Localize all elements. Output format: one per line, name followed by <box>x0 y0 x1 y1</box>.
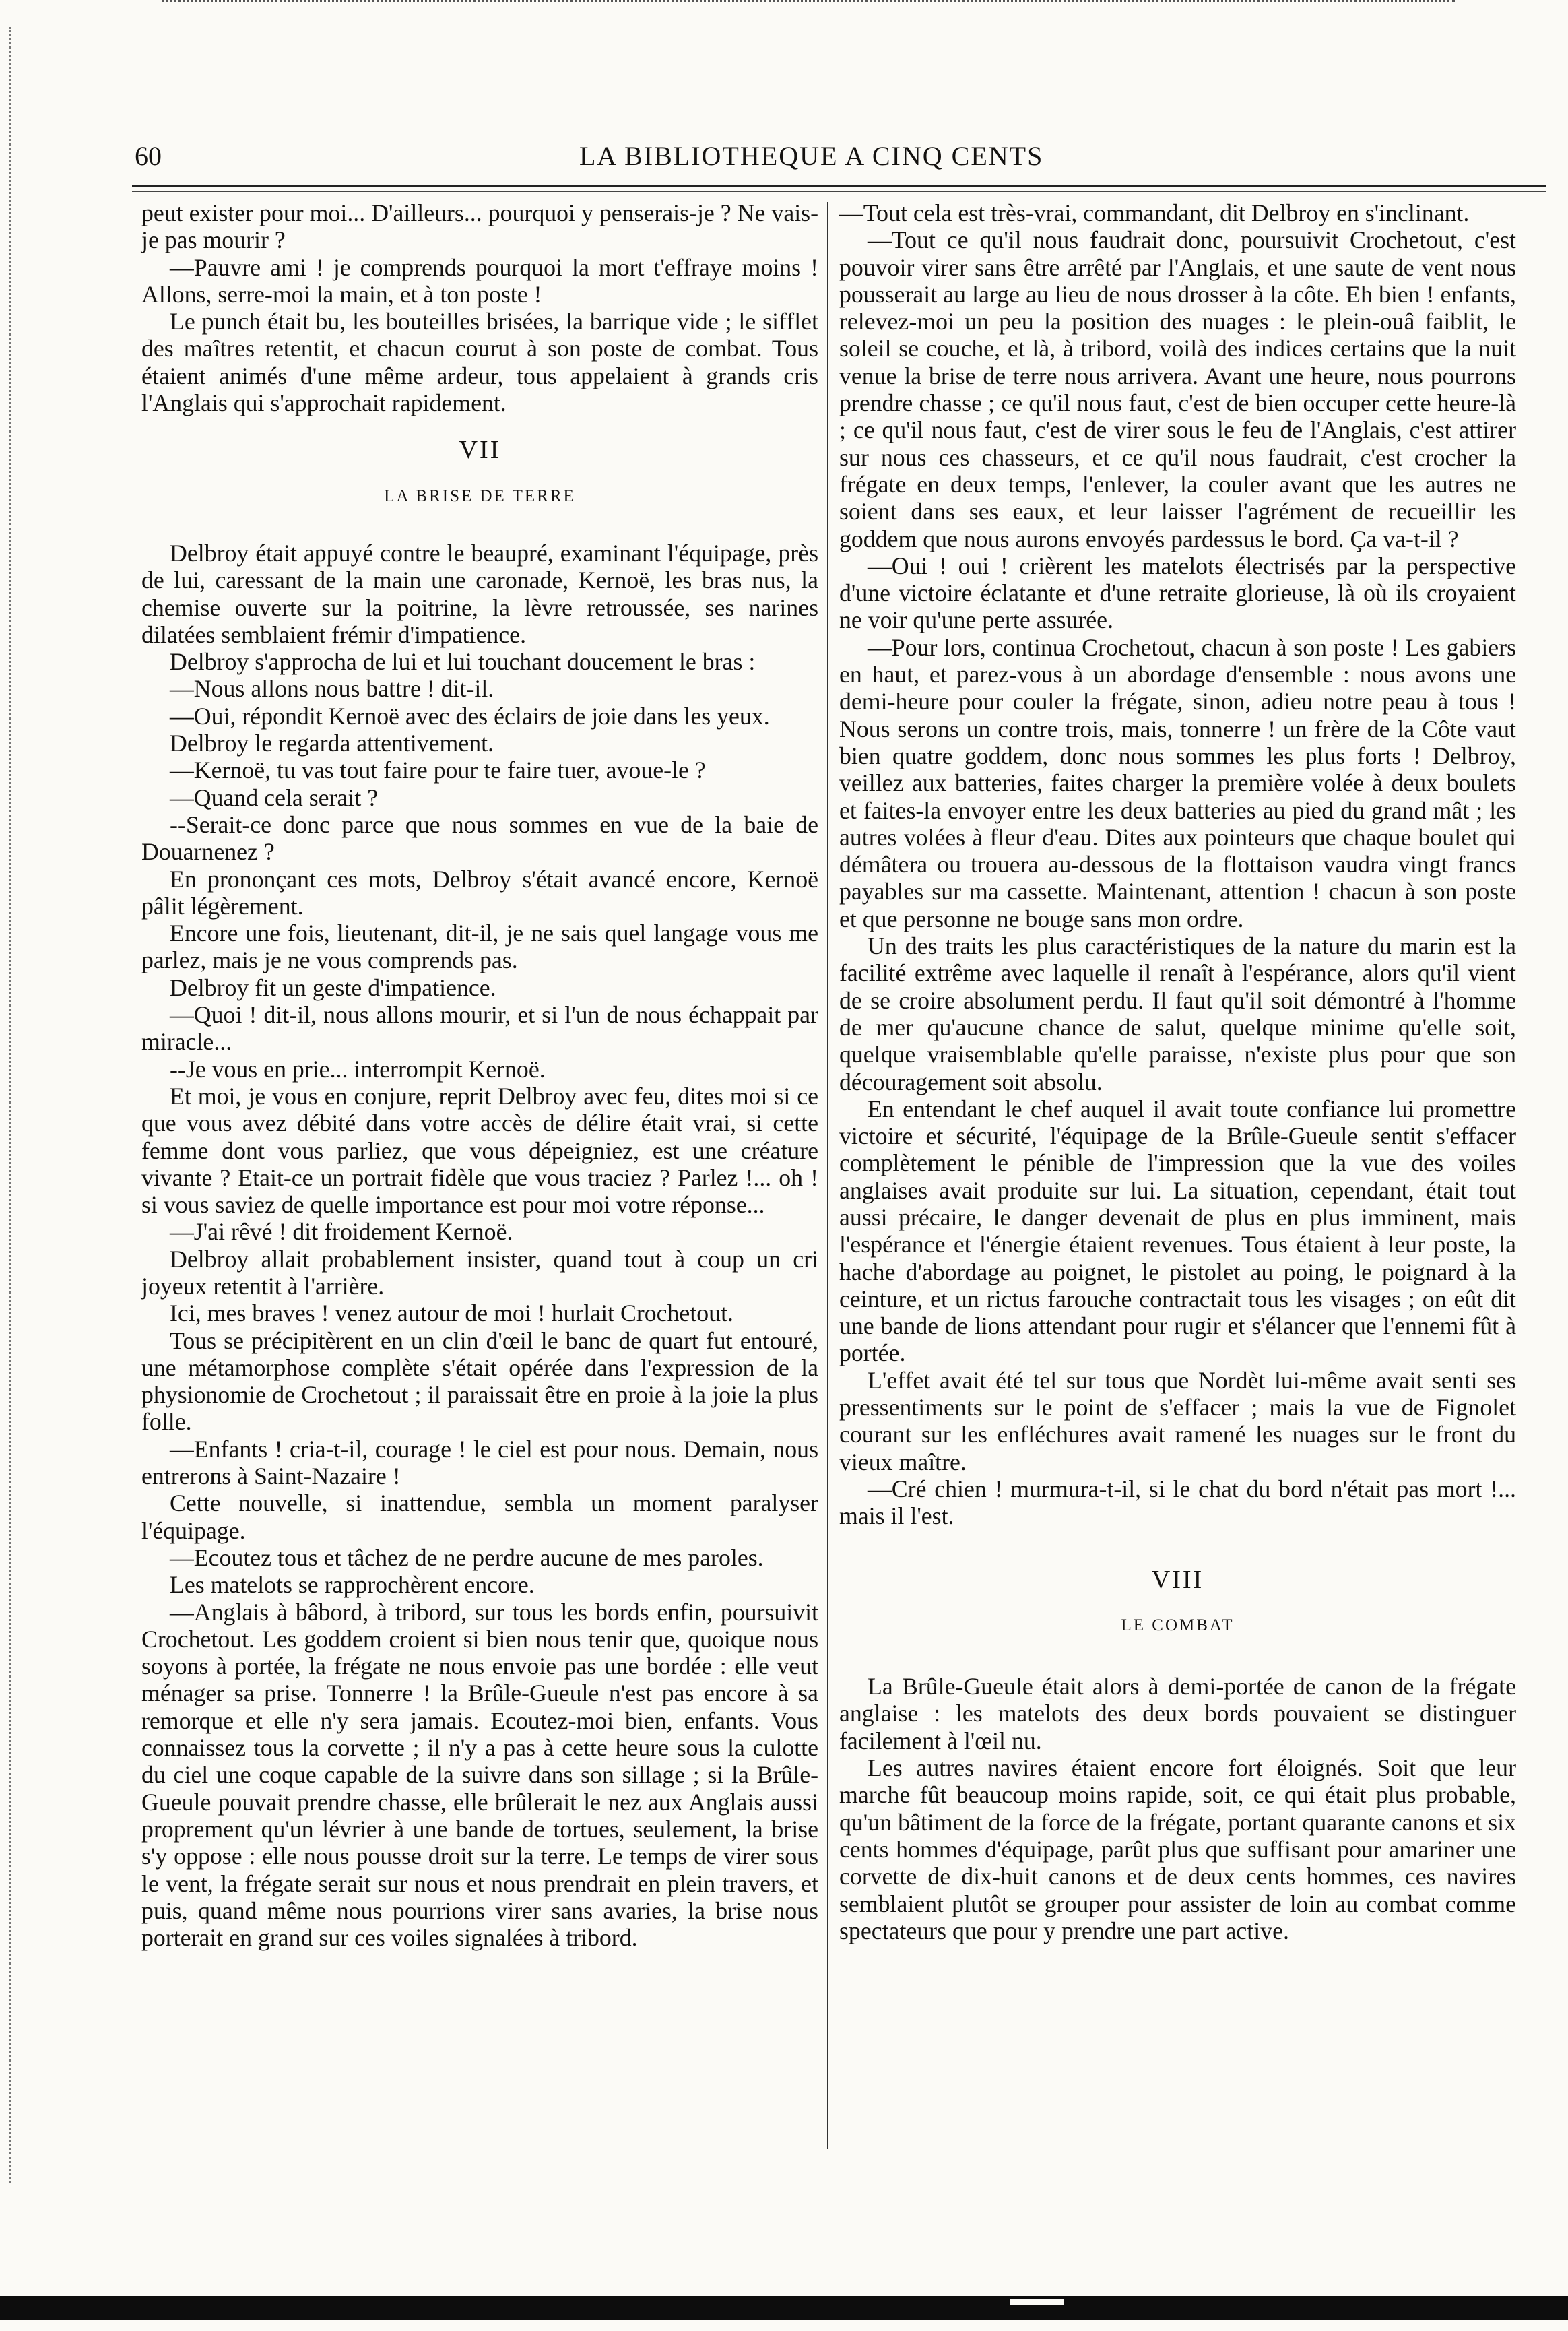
paragraph: —Quand cela serait ? <box>170 784 379 811</box>
bottom-bar-gap <box>1010 2299 1064 2305</box>
chapter-title-la-brise-de-terre: LA BRISE DE TERRE <box>384 486 576 505</box>
running-title: LA BIBLIOTHEQUE A CINQ CENTS <box>579 141 1044 171</box>
paragraph: Un des traits les plus caractéristiques de la nature du marin est la facilité extrême avec laquelle il renaît à l'espérance, alors qu'il vient de se croire absolument perdu. Il faut qu'il soit démontré à l'homme de mer qu'aucune chance de salut, quelque minime qu'elle soit, quelque vraisemblable qu'elle paraisse, n'existe plus pour que son découragement soit absolu. <box>839 932 1516 1095</box>
paragraph: Le punch était bu, les bouteilles brisées, la barrique vide ; le sifflet des maîtres retentit, et chacun courut à son poste de combat. Tous étaient animés d'une même ardeur, tous appelaient à grands cris l'Anglais qui s'approchait rapidement. <box>141 308 818 417</box>
paragraph: peut exister pour moi... D'ailleurs... pourquoi y penserais-je ? Ne vais-je pas mourir ? <box>141 199 818 254</box>
header-rule-thick <box>132 185 1546 187</box>
paragraph: --Je vous en prie... interrompit Kernoë. <box>170 1055 546 1083</box>
paragraph: L'effet avait été tel sur tous que Nordèt lui-même avait senti ses pressentiments sur le point de s'effacer ; mais la vue de Fignolet courant sur les enfléchures avait ramené les nuages sur le front du vieux maître. <box>839 1366 1516 1475</box>
paragraph: —Anglais à bâbord, à tribord, sur tous les bords enfin, poursuivit Crochetout. Les goddem croient si bien nous tenir que, quoique nous soyons à portée, la frégate ne nous envoie pas une bordée : elle veut ménager sa prise. Tonnerre ! la Brûle-Gueule n'est pas encore à sa remorque et elle n'y sera jamais. Ecoutez-moi bien, enfants. Vous connaissez tous la corvette ; il n'y a pas à cette heure sous la culotte du ciel une coque capable de la suivre dans son sillage ; si la Brûle-Gueule pouvait prendre chasse, elle brûlerait le nez aux Anglais aussi proprement qu'un lévrier à une bande de tortues, seulement, la brise s'y oppose : elle nous pousse droit sur la terre. Le temps de virer sous le vent, la frégate serait sur nous et nous prendrait en plein travers, et puis, quand même nous pourrions virer sans avaries, la brise nous porterait en grand sur ces voiles signalées à tribord. <box>141 1598 818 1952</box>
bottom-scan-bar <box>0 2296 1568 2320</box>
paragraph: Les matelots se rapprochèrent encore. <box>170 1571 535 1599</box>
paragraph: --Serait-ce donc parce que nous sommes en vue de la baie de Douarnenez ? <box>141 810 818 866</box>
paragraph: —J'ai rêvé ! dit froidement Kernoë. <box>170 1218 513 1246</box>
paragraph: —Quoi ! dit-il, nous allons mourir, et si l'un de nous échappait par miracle... <box>141 1001 818 1056</box>
paragraph: —Oui ! oui ! crièrent les matelots électrisés par la perspective d'une victoire éclatante et d'une retraite glorieuse, là où ils croyaient ne voir qu'une perte assurée. <box>839 552 1516 634</box>
paragraph: Ici, mes braves ! venez autour de moi ! hurlait Crochetout. <box>170 1300 733 1327</box>
paragraph: —Enfants ! cria-t-il, courage ! le ciel est pour nous. Demain, nous entrerons à Saint-Nazaire ! <box>141 1435 818 1490</box>
column-divider <box>827 202 828 2149</box>
chapter-title-le-combat: LE COMBAT <box>1121 1616 1235 1634</box>
paragraph: Cette nouvelle, si inattendue, sembla un moment paralyser l'équipage. <box>141 1490 818 1544</box>
paragraph: Delbroy s'approcha de lui et lui touchant doucement le bras : <box>170 648 756 676</box>
paragraph: Delbroy était appuyé contre le beaupré, examinant l'équipage, près de lui, caressant de la main une caronade, Kernoë, les bras nus, la chemise ouverte sur la poitrine, la lèvre retroussée, ses narines dilatées semblaient frémir d'impatience. <box>141 539 818 648</box>
left-paras-after <box>141 540 818 1951</box>
left-column <box>141 199 818 1951</box>
paragraph: —Tout ce qu'il nous faudrait donc, poursuivit Crochetout, c'est pouvoir virer sans être arrêté par l'Anglais, et une saute de vent nous pousserait au large au lieu de nous drosser à la côte. Eh bien ! enfants, relevez-moi un peu la position des nuages : le plein-ouâ faiblit, le soleil se couche, et là, à tribord, voilà des indices certains que la nuit venue la brise de terre nous arrivera. Avant une heure, nous pourrons prendre chasse ; ce qu'il nous faut, c'est de bien occuper cette heure-là ; ce qu'il nous faut, c'est de virer sous le feu de l'Anglais, c'est attirer sur nous ces chasseurs, et ce qu'il nous faudrait, c'est crocher la frégate en deux temps, l'enlever, la couler avant que les autres ne soient dans ses eaux, et leur laisser l'agrément de recueillir les goddem que nous aurons envoyés pardessus le bord. Ça va-t-il ? <box>839 226 1516 552</box>
paragraph: —Nous allons nous battre ! dit-il. <box>170 675 494 703</box>
page-number: 60 <box>135 141 162 171</box>
paragraph: Encore une fois, lieutenant, dit-il, je ne sais quel langage vous me parlez, mais je ne vous comprends pas. <box>141 920 818 974</box>
paragraph: La Brûle-Gueule était alors à demi-portée de canon de la frégate anglaise : les matelots des deux bords pouvaient se distinguer facilement à l'œil nu. <box>839 1673 1516 1754</box>
paragraph: Delbroy allait probablement insister, quand tout à coup un cri joyeux retentit à l'arrière. <box>141 1245 818 1300</box>
paragraph: —Ecoutez tous et tâchez de ne perdre aucune de mes paroles. <box>170 1543 764 1571</box>
paragraph: Les autres navires étaient encore fort éloignés. Soit que leur marche fût beaucoup moins rapide, soit, ce qui était plus probable, qu'un bâtiment de la force de la frégate, portant quarante canons et six cents hommes d'équipage, parût plus que suffisant pour amariner une corvette de dix-huit canons et de deux cents hommes, ces navires semblaient plutôt se grouper pour assister de loin au combat comme spectateurs que pour y prendre une part active. <box>839 1754 1516 1944</box>
paragraph: —Cré chien ! murmura-t-il, si le chat du bord n'était pas mort !... mais il l'est. <box>839 1475 1516 1530</box>
header-rule-thin <box>132 191 1546 192</box>
paragraph: En entendant le chef auquel il avait toute confiance lui promettre victoire et sécurité, l'équipage de la Brûle-Gueule sentit s'effacer complètement le pénible de l'impression que la vue des voiles anglaises avait produite sur lui. La situation, cependant, était tout aussi précaire, le danger devenait de plus en plus imminent, mais l'espérance et l'énergie étaient revenues. Tous étaient à leur poste, la hache d'abordage au poignet, le pistolet au poing, le poignard à la ceinture, et un rictus farouche contractait tous les visages ; on eût dit une bande de lions attendant pour rugir et s'élancer que l'ennemi fût à portée. <box>839 1095 1516 1367</box>
left-edge-marks <box>9 27 18 2183</box>
paragraph: En prononçant ces mots, Delbroy s'était avancé encore, Kernoë pâlit légèrement. <box>141 865 818 920</box>
paragraph: Delbroy fit un geste d'impatience. <box>170 973 496 1001</box>
paragraph: Tous se précipitèrent en un clin d'œil le banc de quart fut entouré, une métamorphose complète s'était opérée dans l'expression de la physionomie de Crochetout ; il paraissait être en proie à la joie la plus folle. <box>141 1327 818 1436</box>
left-paras-before <box>141 199 818 416</box>
paragraph: Et moi, je vous en conjure, reprit Delbroy avec feu, dites moi si ce que vous avez débité dans votre accès de délire était vrai, si cette femme dont vous parliez, que vous dépeigniez, est une créature vivante ? Etait-ce un portrait fidèle que vous traciez ? Parlez !... oh ! si vous saviez de quelle importance est pour moi votre réponse... <box>141 1082 818 1219</box>
paragraph: —Pauvre ami ! je comprends pourquoi la mort t'effraye moins ! Allons, serre-moi la main, et à ton poste ! <box>141 253 818 308</box>
paragraph: —Kernoë, tu vas tout faire pour te faire tuer, avoue-le ? <box>170 757 706 784</box>
paragraph: —Tout cela est très-vrai, commandant, dit Delbroy en s'inclinant. <box>839 199 1470 226</box>
paragraph: Delbroy le regarda attentivement. <box>170 730 494 757</box>
chapter-number-viii: VIII <box>1151 1565 1204 1594</box>
paragraph: —Pour lors, continua Crochetout, chacun à son poste ! Les gabiers en haut, et parez-vous à un abordage d'ensemble : nous avons une demi-heure pour couler la frégate, sinon, adieu notre peau à tous ! Nous serons un contre trois, mais, tonnerre ! un frère de la Côte vaut bien quatre goddem, donc nous sommes les plus forts ! Delbroy, veillez aux batteries, faites charger la première volée à deux boulets et faites-la envoyer entre les deux batteries au pied du grand mât ; les autres volées à fleur d'eau. Dites aux pointeurs que chaque boulet qui démâtera ou trouera au-dessous de la flottaison vaudra vingt francs payables sur ma cassette. Maintenant, attention ! chacun à son poste et que personne ne bouge sans mon ordre. <box>839 633 1516 932</box>
top-edge-rule <box>162 0 1455 6</box>
right-paras-after <box>839 1673 1516 1944</box>
chapter-number-vii: VII <box>459 436 501 465</box>
right-paras-before <box>839 199 1516 1530</box>
right-column <box>839 199 1516 1944</box>
paragraph: —Oui, répondit Kernoë avec des éclairs de joie dans les yeux. <box>170 702 770 730</box>
